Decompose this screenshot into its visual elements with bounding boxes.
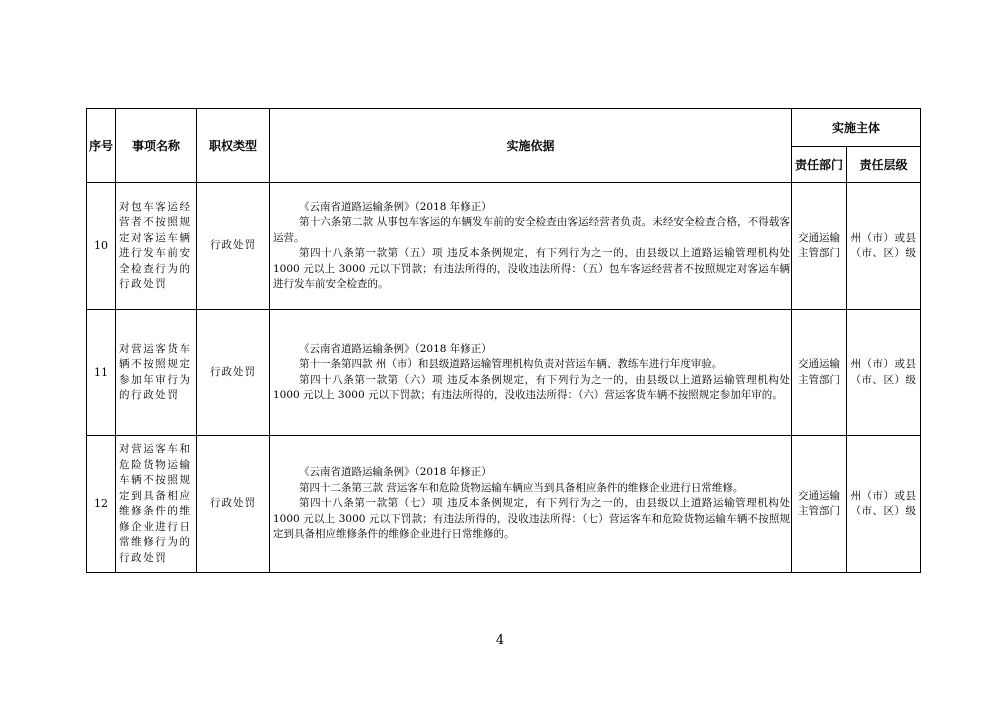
header-name: 事项名称 [116,109,197,183]
legal-basis [270,436,792,573]
authority-type: 行政处罚 [197,183,270,310]
table-row [87,436,921,573]
item-name: 对营运客货车辆不按照规定参加年审行为的行政处罚 [116,310,197,436]
legal-basis [270,310,792,436]
basis-article: 第四十八条第一款第（七）项 违反本条例规定，有下列行为之一的，由县级以上道路运输管理机构处 1000 元以上 3000 元以下罚款；有违法所得的，没收违法所得：（七）营运客车和危险货物运输车辆不按照规定到具备相应维修条件的维修企业进行日常维修的。 [273,497,790,541]
item-name: 对营运客车和危险货物运输车辆不按照规定到具备相应维修条件的维修企业进行日常维修行为的行政处罚 [116,436,197,573]
responsible-dept: 交通运输主管部门 [792,183,847,310]
table-row [87,183,921,310]
legal-basis [270,183,792,310]
header-subject: 实施主体 [792,109,921,147]
enforcement-table [86,108,921,573]
responsible-level: 州（市）或县（市、区）级 [847,183,921,310]
header-row [87,109,921,147]
responsible-dept: 交通运输主管部门 [792,436,847,573]
header-dept: 责任部门 [792,147,847,183]
header-no: 序号 [87,109,116,183]
basis-article: 第十一条第四款 州（市）和县级道路运输管理机构负责对营运车辆、教练车进行年度审验。 [299,358,723,370]
row-number: 10 [87,183,116,310]
basis-title: 《云南省道路运输条例》（2018 年修正） [299,342,492,355]
authority-type: 行政处罚 [197,310,270,436]
basis-title: 《云南省道路运输条例》（2018 年修正） [299,200,492,213]
page-number: 4 [495,633,505,648]
header-level: 责任层级 [847,147,921,183]
row-number: 12 [87,436,116,573]
item-name: 对包车客运经营者不按照规定对客运车辆进行发车前安全检查行为的行政处罚 [116,183,197,310]
header-type: 职权类型 [197,109,270,183]
row-number: 11 [87,310,116,436]
table-row [87,310,921,436]
basis-article: 第四十二条第三款 营运客车和危险货物运输车辆应当到具备相应条件的维修企业进行日常维修。 [299,481,744,494]
responsible-level: 州（市）或县（市、区）级 [847,436,921,573]
basis-title: 《云南省道路运输条例》（2018 年修正） [299,466,492,479]
header-basis: 实施依据 [270,109,792,183]
basis-article: 第四十八条第一款第（六）项 违反本条例规定，有下列行为之一的，由县级以上道路运输管理机构处 1000 元以上 3000 元以下罚款；有违法所得的，没收违法所得：（六）营运客货车辆不按照规定参加年审的。 [273,373,790,401]
responsible-level: 州（市）或县（市、区）级 [847,310,921,436]
authority-type: 行政处罚 [197,436,270,573]
responsible-dept: 交通运输主管部门 [792,310,847,436]
basis-article: 第四十八条第一款第（五）项 违反本条例规定，有下列行为之一的，由县级以上道路运输管理机构处 1000 元以上 3000 元以下罚款；有违法所得的，没收违法所得：（五）包车客运经营者不按照规定对客运车辆进行发车前安全检查的。 [273,247,790,290]
basis-article: 第十六条第二款 从事包车客运的车辆发车前的安全检查由客运经营者负责。未经安全检查合格，不得载客运营。 [273,216,790,244]
